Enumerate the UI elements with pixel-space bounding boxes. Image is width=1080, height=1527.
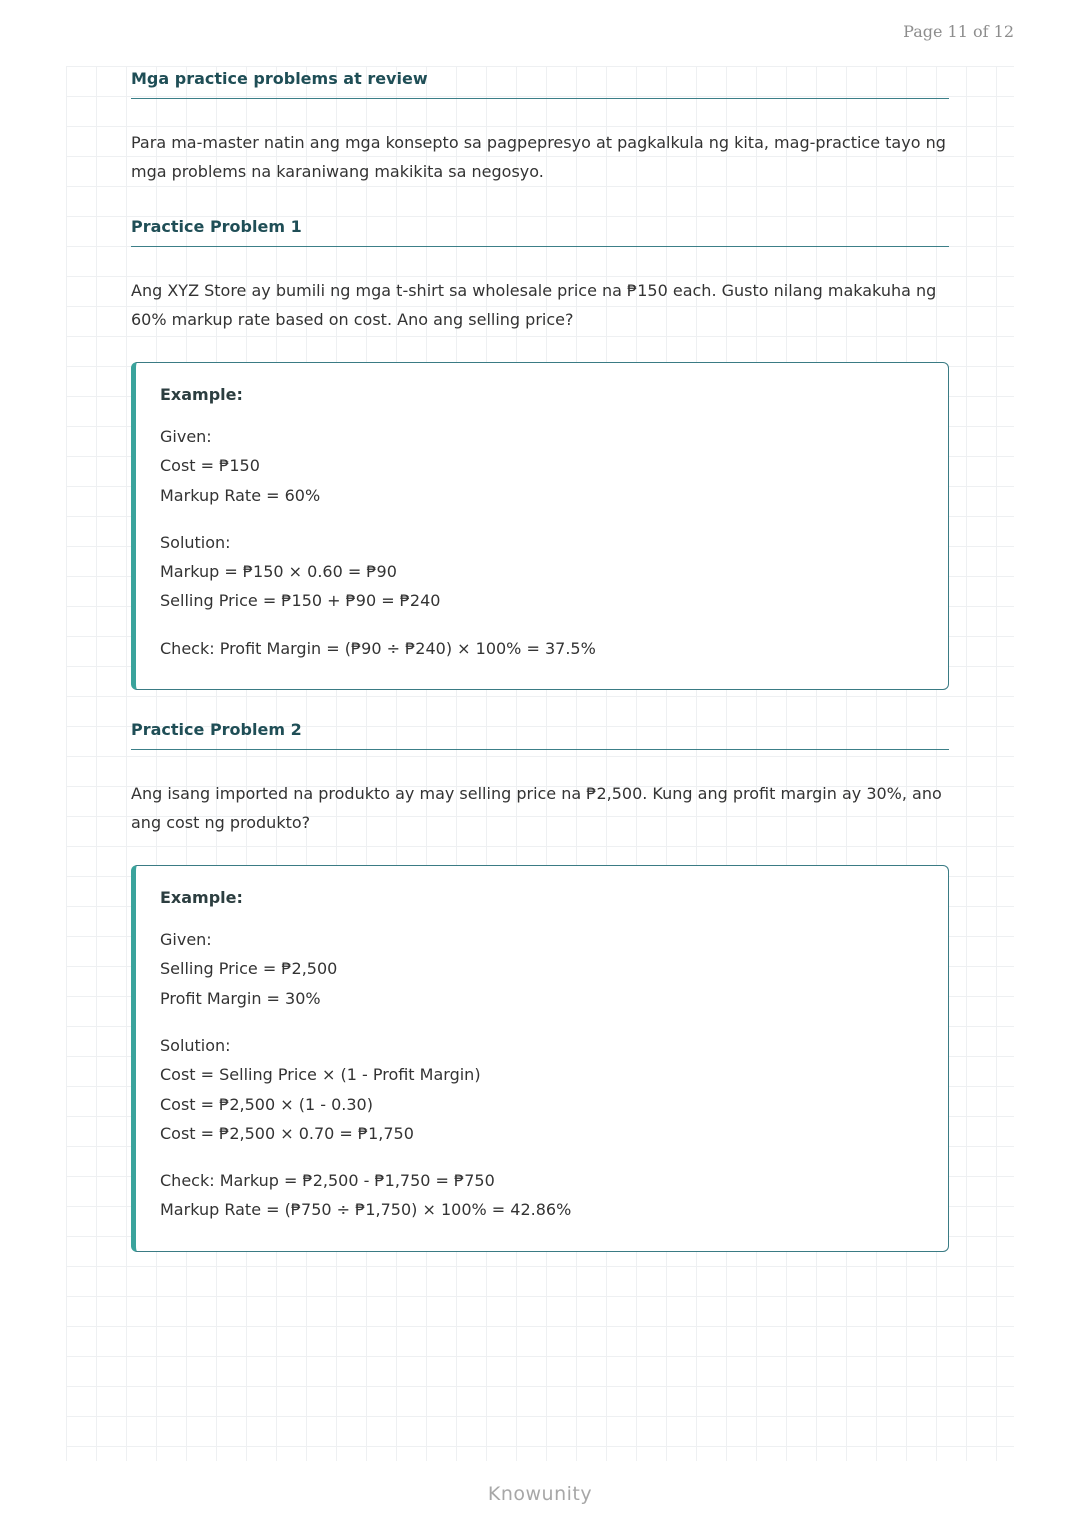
example-box-problem-2 xyxy=(131,865,949,1252)
solution-line: Cost = ₱2,500 × 0.70 = ₱1,750 xyxy=(160,1123,414,1143)
example-title: Example: xyxy=(160,385,243,404)
solution-label: Solution: xyxy=(160,532,231,552)
solution-line: Cost = ₱2,500 × (1 - 0.30) xyxy=(160,1094,373,1114)
check-line: Check: Profit Margin = (₱90 ÷ ₱240) × 100% = 37.5% xyxy=(160,638,596,658)
solution-label: Solution: xyxy=(160,1035,231,1055)
solution-line: Cost = Selling Price × (1 - Profit Margin) xyxy=(160,1065,481,1085)
solution-line: Markup = ₱150 × 0.60 = ₱90 xyxy=(160,562,397,582)
section-heading-intro: Mga practice problems at review xyxy=(131,69,949,99)
example-box-problem-1 xyxy=(131,362,949,690)
intro-paragraph: Para ma-master natin ang mga konsepto sa pagpepresyo at pagkalkula ng kita, mag-practice tayo ng mga problems na karaniwang makikita sa negosyo. xyxy=(131,133,946,181)
brand-footer: Knowunity xyxy=(487,1483,593,1505)
example-title: Example: xyxy=(160,888,243,908)
given-line: Profit Margin = 30% xyxy=(160,988,321,1008)
page-number: Page 11 of 12 xyxy=(903,22,1014,41)
solution-line: Selling Price = ₱150 + ₱90 = ₱240 xyxy=(160,591,441,611)
given-line: Cost = ₱150 xyxy=(160,456,260,476)
problem-1-question: Ang XYZ Store ay bumili ng mga t-shirt sa wholesale price na ₱150 each. Gusto nilang makakuha ng 60% markup rate based on cost. Ano ang selling price? xyxy=(131,281,937,329)
check-line: Check: Markup = ₱2,500 - ₱1,750 = ₱750 xyxy=(160,1171,495,1191)
page-content xyxy=(131,66,949,1252)
problem-2-question: Ang isang imported na produkto ay may selling price na ₱2,500. Kung ang profit margin ay 30%, ano ang cost ng produkto? xyxy=(131,784,942,833)
given-label: Given: xyxy=(160,930,212,950)
check-line: Markup Rate = (₱750 ÷ ₱1,750) × 100% = 42.86% xyxy=(160,1200,572,1220)
section-heading-problem-2: Practice Problem 2 xyxy=(131,720,949,750)
given-line: Selling Price = ₱2,500 xyxy=(160,959,338,979)
given-line: Markup Rate = 60% xyxy=(160,485,321,505)
given-label: Given: xyxy=(160,427,212,446)
section-heading-problem-1: Practice Problem 1 xyxy=(131,217,949,247)
